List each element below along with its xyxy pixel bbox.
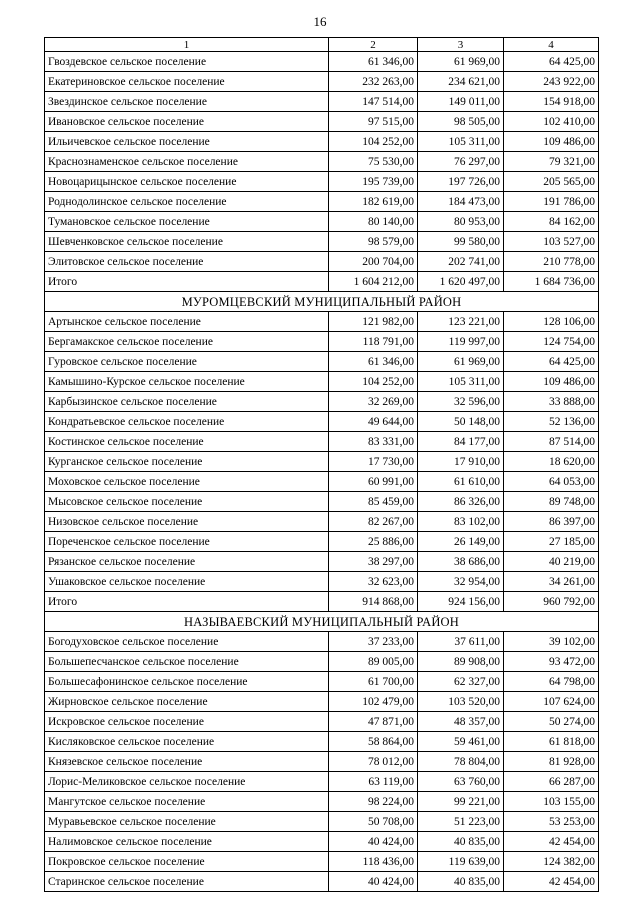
amount-col-3: 61 969,00 <box>418 52 504 72</box>
district-name: НАЗЫВАЕВСКИЙ МУНИЦИПАЛЬНЫЙ РАЙОН <box>45 612 599 632</box>
settlement-name: Ильичевское сельское поселение <box>45 132 329 152</box>
amount-col-2: 118 791,00 <box>329 332 418 352</box>
amount-col-4: 124 382,00 <box>504 852 599 872</box>
amount-col-2: 40 424,00 <box>329 872 418 892</box>
amount-col-2: 75 530,00 <box>329 152 418 172</box>
settlement-name: Роднодолинское сельское поселение <box>45 192 329 212</box>
settlement-name: Покровское сельское поселение <box>45 852 329 872</box>
amount-col-2: 37 233,00 <box>329 632 418 652</box>
settlement-name: Богодуховское сельское поселение <box>45 632 329 652</box>
amount-col-2: 17 730,00 <box>329 452 418 472</box>
table-row <box>45 72 599 92</box>
amount-col-2: 118 436,00 <box>329 852 418 872</box>
amount-col-4: 84 162,00 <box>504 212 599 232</box>
amount-col-3: 105 311,00 <box>418 132 504 152</box>
amount-col-3: 83 102,00 <box>418 512 504 532</box>
amount-col-3: 50 148,00 <box>418 412 504 432</box>
settlement-name: Искровское сельское поселение <box>45 712 329 732</box>
amount-col-4: 107 624,00 <box>504 692 599 712</box>
table-row <box>45 372 599 392</box>
table-row <box>45 652 599 672</box>
amount-col-4: 103 527,00 <box>504 232 599 252</box>
amount-col-3: 63 760,00 <box>418 772 504 792</box>
amount-col-3: 40 835,00 <box>418 832 504 852</box>
amount-col-4: 86 397,00 <box>504 512 599 532</box>
settlement-name: Костинское сельское поселение <box>45 432 329 452</box>
settlement-name: Ивановское сельское поселение <box>45 112 329 132</box>
table-row <box>45 312 599 332</box>
amount-col-2: 63 119,00 <box>329 772 418 792</box>
amount-col-2: 914 868,00 <box>329 592 418 612</box>
amount-col-2: 147 514,00 <box>329 92 418 112</box>
amount-col-3: 32 954,00 <box>418 572 504 592</box>
settlement-name: Пореченское сельское поселение <box>45 532 329 552</box>
table-row <box>45 152 599 172</box>
settlement-name: Элитовское сельское поселение <box>45 252 329 272</box>
settlement-name: Мангутское сельское поселение <box>45 792 329 812</box>
amount-col-4: 154 918,00 <box>504 92 599 112</box>
amount-col-2: 25 886,00 <box>329 532 418 552</box>
column-number-4: 4 <box>504 38 599 52</box>
amount-col-3: 103 520,00 <box>418 692 504 712</box>
total-row <box>45 272 599 292</box>
amount-col-3: 105 311,00 <box>418 372 504 392</box>
amount-col-3: 78 804,00 <box>418 752 504 772</box>
amount-col-2: 83 331,00 <box>329 432 418 452</box>
amount-col-3: 61 610,00 <box>418 472 504 492</box>
table-body <box>45 38 599 892</box>
settlement-name: Низовское сельское поселение <box>45 512 329 532</box>
amount-col-3: 40 835,00 <box>418 872 504 892</box>
amount-col-2: 98 224,00 <box>329 792 418 812</box>
amount-col-2: 1 604 212,00 <box>329 272 418 292</box>
settlement-name: Звездинское сельское поселение <box>45 92 329 112</box>
amount-col-4: 79 321,00 <box>504 152 599 172</box>
table-row <box>45 632 599 652</box>
amount-col-2: 89 005,00 <box>329 652 418 672</box>
amount-col-4: 960 792,00 <box>504 592 599 612</box>
amount-col-2: 49 644,00 <box>329 412 418 432</box>
amount-col-2: 232 263,00 <box>329 72 418 92</box>
settlement-name: Камышино-Курское сельское поселение <box>45 372 329 392</box>
table-row <box>45 92 599 112</box>
settlement-name: Шевченковское сельское поселение <box>45 232 329 252</box>
amount-col-3: 37 611,00 <box>418 632 504 652</box>
table-row <box>45 452 599 472</box>
amount-col-2: 85 459,00 <box>329 492 418 512</box>
amount-col-3: 32 596,00 <box>418 392 504 412</box>
settlement-name: Бергамакское сельское поселение <box>45 332 329 352</box>
amount-col-4: 109 486,00 <box>504 372 599 392</box>
amount-col-2: 78 012,00 <box>329 752 418 772</box>
district-section-header <box>45 612 599 632</box>
amount-col-3: 89 908,00 <box>418 652 504 672</box>
settlement-name: Артынское сельское поселение <box>45 312 329 332</box>
amount-col-4: 50 274,00 <box>504 712 599 732</box>
settlement-name: Муравьевское сельское поселение <box>45 812 329 832</box>
amount-col-4: 81 928,00 <box>504 752 599 772</box>
table-row <box>45 712 599 732</box>
amount-col-4: 89 748,00 <box>504 492 599 512</box>
district-name: МУРОМЦЕВСКИЙ МУНИЦИПАЛЬНЫЙ РАЙОН <box>45 292 599 312</box>
table-row <box>45 192 599 212</box>
amount-col-3: 99 580,00 <box>418 232 504 252</box>
table-row <box>45 852 599 872</box>
amount-col-2: 121 982,00 <box>329 312 418 332</box>
settlement-name: Кондратьевское сельское поселение <box>45 412 329 432</box>
district-section-header <box>45 292 599 312</box>
page-number: 16 <box>313 14 327 29</box>
settlement-name: Итого <box>45 272 329 292</box>
amount-col-3: 17 910,00 <box>418 452 504 472</box>
table-row <box>45 132 599 152</box>
table-row <box>45 872 599 892</box>
settlement-name: Мысовское сельское поселение <box>45 492 329 512</box>
amount-col-4: 39 102,00 <box>504 632 599 652</box>
amount-col-3: 149 011,00 <box>418 92 504 112</box>
amount-col-3: 924 156,00 <box>418 592 504 612</box>
amount-col-4: 33 888,00 <box>504 392 599 412</box>
amount-col-4: 18 620,00 <box>504 452 599 472</box>
settlement-name: Жирновское сельское поселение <box>45 692 329 712</box>
amount-col-3: 202 741,00 <box>418 252 504 272</box>
budget-table <box>44 37 599 892</box>
settlement-name: Князевское сельское поселение <box>45 752 329 772</box>
settlement-name: Большепесчанское сельское поселение <box>45 652 329 672</box>
settlement-name: Итого <box>45 592 329 612</box>
amount-col-4: 128 106,00 <box>504 312 599 332</box>
amount-col-2: 61 346,00 <box>329 352 418 372</box>
column-number-1: 1 <box>45 38 329 52</box>
settlement-name: Моховское сельское поселение <box>45 472 329 492</box>
settlement-name: Налимовское сельское поселение <box>45 832 329 852</box>
table-row <box>45 332 599 352</box>
amount-col-4: 1 684 736,00 <box>504 272 599 292</box>
settlement-name: Курганское сельское поселение <box>45 452 329 472</box>
amount-col-2: 61 700,00 <box>329 672 418 692</box>
amount-col-2: 40 424,00 <box>329 832 418 852</box>
table-row <box>45 52 599 72</box>
amount-col-2: 82 267,00 <box>329 512 418 532</box>
amount-col-3: 184 473,00 <box>418 192 504 212</box>
table-row <box>45 412 599 432</box>
amount-col-4: 40 219,00 <box>504 552 599 572</box>
amount-col-4: 243 922,00 <box>504 72 599 92</box>
settlement-name: Большесафонинское сельское поселение <box>45 672 329 692</box>
amount-col-2: 102 479,00 <box>329 692 418 712</box>
amount-col-4: 109 486,00 <box>504 132 599 152</box>
amount-col-2: 32 269,00 <box>329 392 418 412</box>
amount-col-2: 97 515,00 <box>329 112 418 132</box>
table-row <box>45 392 599 412</box>
settlement-name: Тумановское сельское поселение <box>45 212 329 232</box>
amount-col-3: 51 223,00 <box>418 812 504 832</box>
amount-col-2: 58 864,00 <box>329 732 418 752</box>
amount-col-4: 64 425,00 <box>504 352 599 372</box>
amount-col-4: 103 155,00 <box>504 792 599 812</box>
settlement-name: Новоцарицынское сельское поселение <box>45 172 329 192</box>
amount-col-3: 197 726,00 <box>418 172 504 192</box>
table-row <box>45 752 599 772</box>
amount-col-3: 119 639,00 <box>418 852 504 872</box>
amount-col-2: 104 252,00 <box>329 372 418 392</box>
amount-col-3: 38 686,00 <box>418 552 504 572</box>
amount-col-2: 61 346,00 <box>329 52 418 72</box>
amount-col-4: 93 472,00 <box>504 652 599 672</box>
amount-col-2: 80 140,00 <box>329 212 418 232</box>
amount-col-3: 98 505,00 <box>418 112 504 132</box>
settlement-name: Рязанское сельское поселение <box>45 552 329 572</box>
table-row <box>45 252 599 272</box>
amount-col-4: 124 754,00 <box>504 332 599 352</box>
amount-col-4: 34 261,00 <box>504 572 599 592</box>
amount-col-4: 52 136,00 <box>504 412 599 432</box>
amount-col-4: 210 778,00 <box>504 252 599 272</box>
amount-col-4: 27 185,00 <box>504 532 599 552</box>
amount-col-3: 80 953,00 <box>418 212 504 232</box>
amount-col-3: 99 221,00 <box>418 792 504 812</box>
table-row <box>45 492 599 512</box>
amount-col-3: 119 997,00 <box>418 332 504 352</box>
amount-col-4: 61 818,00 <box>504 732 599 752</box>
amount-col-3: 86 326,00 <box>418 492 504 512</box>
amount-col-3: 48 357,00 <box>418 712 504 732</box>
amount-col-3: 26 149,00 <box>418 532 504 552</box>
table-row <box>45 512 599 532</box>
amount-col-4: 64 053,00 <box>504 472 599 492</box>
amount-col-2: 200 704,00 <box>329 252 418 272</box>
amount-col-2: 98 579,00 <box>329 232 418 252</box>
amount-col-4: 53 253,00 <box>504 812 599 832</box>
amount-col-3: 61 969,00 <box>418 352 504 372</box>
amount-col-4: 102 410,00 <box>504 112 599 132</box>
table-row <box>45 472 599 492</box>
amount-col-4: 64 425,00 <box>504 52 599 72</box>
amount-col-4: 87 514,00 <box>504 432 599 452</box>
table-row <box>45 232 599 252</box>
amount-col-4: 42 454,00 <box>504 832 599 852</box>
settlement-name: Лорис-Меликовское сельское поселение <box>45 772 329 792</box>
column-number-3: 3 <box>418 38 504 52</box>
amount-col-3: 123 221,00 <box>418 312 504 332</box>
table-row <box>45 532 599 552</box>
amount-col-2: 32 623,00 <box>329 572 418 592</box>
amount-col-4: 66 287,00 <box>504 772 599 792</box>
amount-col-2: 195 739,00 <box>329 172 418 192</box>
amount-col-4: 191 786,00 <box>504 192 599 212</box>
table-row <box>45 812 599 832</box>
settlement-name: Екатериновское сельское поселение <box>45 72 329 92</box>
amount-col-2: 60 991,00 <box>329 472 418 492</box>
amount-col-2: 104 252,00 <box>329 132 418 152</box>
table-row <box>45 732 599 752</box>
amount-col-2: 38 297,00 <box>329 552 418 572</box>
amount-col-2: 50 708,00 <box>329 812 418 832</box>
table-row <box>45 172 599 192</box>
table-row <box>45 772 599 792</box>
amount-col-3: 76 297,00 <box>418 152 504 172</box>
settlement-name: Карбызинское сельское поселение <box>45 392 329 412</box>
settlement-name: Гвоздевское сельское поселение <box>45 52 329 72</box>
table-row <box>45 792 599 812</box>
table-row <box>45 112 599 132</box>
amount-col-4: 205 565,00 <box>504 172 599 192</box>
column-number-row <box>45 38 599 52</box>
settlement-name: Кисляковское сельское поселение <box>45 732 329 752</box>
table-row <box>45 832 599 852</box>
table-row <box>45 212 599 232</box>
amount-col-4: 42 454,00 <box>504 872 599 892</box>
amount-col-3: 234 621,00 <box>418 72 504 92</box>
settlement-name: Краснознаменское сельское поселение <box>45 152 329 172</box>
settlement-name: Старинское сельское поселение <box>45 872 329 892</box>
amount-col-4: 64 798,00 <box>504 672 599 692</box>
table-row <box>45 672 599 692</box>
total-row <box>45 592 599 612</box>
amount-col-3: 62 327,00 <box>418 672 504 692</box>
amount-col-3: 1 620 497,00 <box>418 272 504 292</box>
table-row <box>45 432 599 452</box>
table-row <box>45 552 599 572</box>
amount-col-3: 84 177,00 <box>418 432 504 452</box>
amount-col-3: 59 461,00 <box>418 732 504 752</box>
settlement-name: Гуровское сельское поселение <box>45 352 329 372</box>
settlement-name: Ушаковское сельское поселение <box>45 572 329 592</box>
table-row <box>45 692 599 712</box>
amount-col-2: 47 871,00 <box>329 712 418 732</box>
table-row <box>45 572 599 592</box>
amount-col-2: 182 619,00 <box>329 192 418 212</box>
column-number-2: 2 <box>329 38 418 52</box>
table-row <box>45 352 599 372</box>
